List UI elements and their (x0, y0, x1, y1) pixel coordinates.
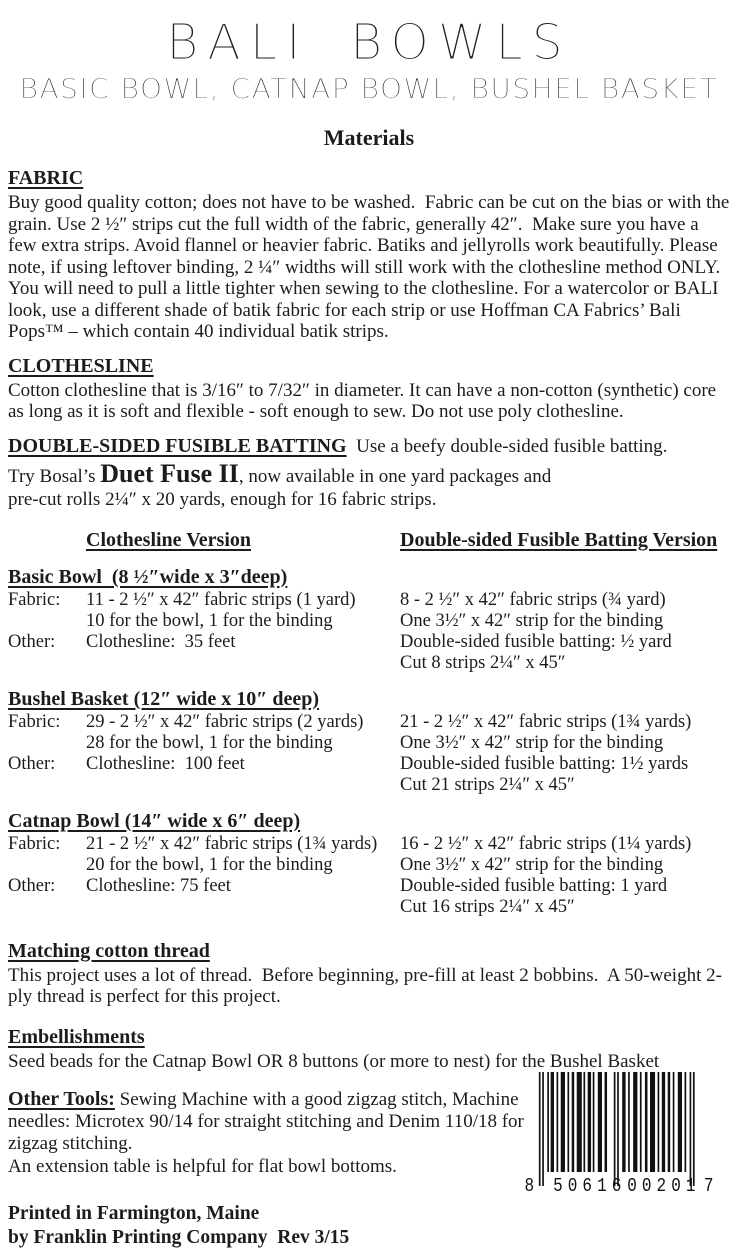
column-header-batting: Double-sided Fusible Batting Version (400, 528, 718, 551)
fabric-heading: FABRIC (8, 167, 84, 189)
bowl-section-catnap-bowl (8, 809, 730, 918)
row-right: One 3½″ x 42″ strip for the binding (400, 854, 664, 875)
row-left: 10 for the bowl, 1 for the binding (86, 610, 333, 631)
row-left: 11 - 2 ½″ x 42″ fabric strips (1 yard) (86, 589, 356, 610)
catnap-bowl-heading: Catnap Bowl (14″ wide x 6″ deep) (8, 809, 301, 832)
batting-section (8, 435, 730, 511)
row-label (8, 897, 86, 918)
other-tools-heading: Other Tools: (8, 1088, 115, 1110)
upc-barcode (522, 1072, 714, 1196)
other-tools-section (8, 1088, 568, 1178)
batting-line2-prefix: Try Bosal’s (8, 465, 101, 487)
row-left: 28 for the bowl, 1 for the binding (86, 732, 333, 753)
row-right: Cut 16 strips 2¼″ x 45″ (400, 896, 575, 917)
row-label: Fabric: (8, 833, 61, 854)
row-right: One 3½″ x 42″ strip for the binding (400, 610, 664, 631)
row-left (86, 653, 400, 674)
footer-line-1: Printed in Farmington, Maine (8, 1202, 260, 1224)
row-label: Fabric: (8, 589, 61, 610)
basic-bowl-heading: Basic Bowl (8 ½″wide x 3″deep) (8, 565, 288, 588)
embellishments-heading: Embellishments (8, 1025, 145, 1048)
footer (8, 1202, 730, 1250)
row-right: Cut 21 strips 2¼″ x 45″ (400, 774, 575, 795)
row-right: Double-sided fusible batting: ½ yard (400, 631, 672, 652)
clothesline-section (8, 355, 730, 423)
embellishments-section (8, 1026, 730, 1073)
duet-fuse-brand: Duet Fuse II (100, 458, 239, 488)
other-tools-paragraph: Sewing Machine with a good zigzag stitch, Machine needles: Microtex 90/14 for straight stitching and Denim 110/18 for zigzag stitching. (8, 1089, 529, 1154)
row-label: Other: (8, 631, 56, 652)
versions-table-headers (8, 529, 730, 552)
fabric-paragraph: Buy good quality cotton; does not have to be washed. Fabric can be cut on the bias or with the grain. Use 2 ½″ strips cut the full width of the fabric, generally 42″. Make sure you have a few extra strips. Avoid flannel or heavier fabric. Batiks and jellyrolls work beautifully. Please note, if using leftover binding, 2 ¼″ widths will still work with the clothesline method ONLY. You will need to pull a little tighter when sewing to the clothesline. For a watercolor or BALI look, use a different shade of batik fabric for each strip or use Hoffman CA Fabrics’ Bali Pops™ – which contain 40 individual batik strips. (8, 192, 735, 342)
barcode-bars (522, 1072, 714, 1196)
column-header-clothesline: Clothesline Version (86, 528, 252, 551)
page-title: BALI BOWLS (166, 14, 572, 71)
row-right: Cut 8 strips 2¼″ x 45″ (400, 652, 566, 673)
row-left: Clothesline: 75 feet (86, 875, 231, 896)
row-left: 20 for the bowl, 1 for the binding (86, 854, 333, 875)
batting-line3: pre-cut rolls 2¼″ x 20 yards, enough for 16 fabric strips. (8, 489, 437, 510)
row-left (86, 897, 400, 918)
row-right: 8 - 2 ½″ x 42″ fabric strips (¾ yard) (400, 589, 666, 610)
row-label (8, 611, 86, 632)
fabric-section (8, 167, 735, 343)
row-label (8, 653, 86, 674)
row-right: One 3½″ x 42″ strip for the binding (400, 732, 664, 753)
row-label: Fabric: (8, 711, 61, 732)
batting-heading: DOUBLE-SIDED FUSIBLE BATTING (8, 434, 347, 457)
bowl-section-basic-bowl (8, 565, 730, 674)
batting-intro: Use a beefy double-sided fusible batting. (346, 435, 668, 457)
row-right: 21 - 2 ½″ x 42″ fabric strips (1¾ yards) (400, 711, 692, 732)
clothesline-paragraph: Cotton clothesline that is 3/16″ to 7/32″ in diameter. It can have a non-cotton (synthetic) core as long as it is soft and flexible - soft enough to sew. Do not use poly clothesline. (8, 379, 721, 422)
barcode-digit-right: 7 (703, 1175, 714, 1198)
row-left: 29 - 2 ½″ x 42″ fabric strips (2 yards) (86, 711, 364, 732)
row-left: 21 - 2 ½″ x 42″ fabric strips (1¾ yards) (86, 833, 378, 854)
materials-heading: Materials (323, 125, 415, 150)
row-label: Other: (8, 753, 56, 774)
row-label (8, 733, 86, 754)
barcode-digit-left: 8 (524, 1175, 535, 1198)
barcode-digits-group2: 00201 (627, 1175, 701, 1198)
thread-section (8, 940, 730, 1008)
row-right: Double-sided fusible batting: 1 yard (400, 875, 668, 896)
row-right: Double-sided fusible batting: 1½ yards (400, 753, 689, 774)
thread-paragraph: This project uses a lot of thread. Before beginning, pre-fill at least 2 bobbins. A 50-weight 2-ply thread is perfect for this project. (8, 964, 722, 1007)
embellishments-paragraph: Seed beads for the Catnap Bowl OR 8 buttons (or more to nest) for the Bushel Basket (8, 1050, 660, 1072)
thread-heading: Matching cotton thread (8, 939, 210, 962)
row-label (8, 775, 86, 796)
row-left (86, 775, 400, 796)
row-right: 16 - 2 ½″ x 42″ fabric strips (1¼ yards) (400, 833, 692, 854)
batting-line2-suffix: , now available in one yard packages and (238, 465, 552, 487)
page-subtitle: BASIC BOWL, CATNAP BOWL, BUSHEL BASKET (19, 72, 719, 105)
clothesline-heading: CLOTHESLINE (8, 354, 154, 377)
other-tools-line2: An extension table is helpful for flat bowl bottoms. (8, 1156, 397, 1177)
row-left: Clothesline: 35 feet (86, 631, 236, 652)
footer-line-2: by Franklin Printing Company Rev 3/15 (8, 1226, 350, 1248)
row-label (8, 855, 86, 876)
bowl-section-bushel-basket (8, 687, 730, 796)
row-left: Clothesline: 100 feet (86, 753, 245, 774)
row-label: Other: (8, 875, 56, 896)
barcode-digits-group1: 50616 (553, 1175, 627, 1198)
bushel-basket-heading: Bushel Basket (12″ wide x 10″ deep) (8, 687, 319, 710)
